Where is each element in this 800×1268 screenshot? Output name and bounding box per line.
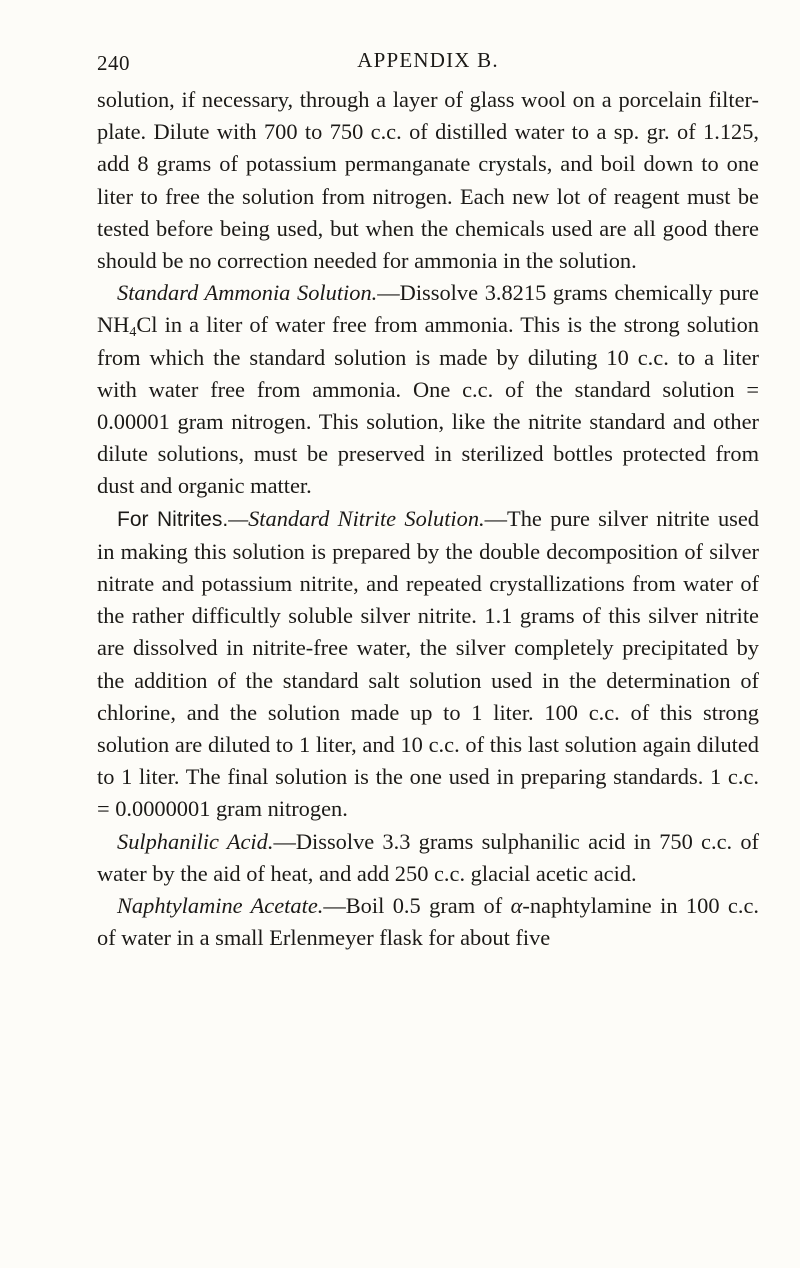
heading-sulphanilic-acid: Sulphanilic Acid. — [117, 828, 274, 854]
paragraph-nitrites — [97, 503, 759, 826]
heading-standard-ammonia: Standard Ammonia Solution. — [117, 280, 378, 306]
heading-naphtylamine-acetate: Naphtylamine Acetate. — [117, 893, 324, 919]
book-page — [97, 44, 759, 954]
heading-standard-nitrite: —Standard Nitrite Solution. — [228, 505, 485, 531]
text-span: —Boil 0.5 gram of — [323, 893, 511, 919]
paragraph-naphtylamine-acetate — [97, 890, 759, 954]
alpha-symbol: α — [510, 893, 523, 919]
text-span: —Dissolve 3.8215 grams chemically pure NH — [97, 280, 759, 338]
page-number: 240 — [97, 51, 130, 75]
text-span: -naphtylamine in 100 c.c. of water in a small Erlenmeyer flask for about five — [97, 893, 759, 951]
page-header — [97, 44, 759, 84]
paragraph-sulphanilic-acid — [97, 826, 759, 890]
text-span: —The pure silver nitrite used in making this solution is prepared by the double decomposition of silver nitrate and potassium nitrite, and repeated crystallizations from water of the rather difficultly soluble silver nitrite. 1.1 grams of this silver nitrite are dissolved in nitrite-free water, the silver completely precipitated by the addition of the standard salt solution used in the determination of chlorine, and the solution made up to 1 liter. 100 c.c. of this strong solution are diluted to 1 liter, and 10 c.c. of this last solution again diluted to 1 liter. The final solution is the one used in preparing standards. 1 c.c. = 0.0000001 gram nitrogen. — [97, 505, 759, 822]
text-span: Cl in a liter of water free from ammonia. This is the strong solution from which the standard solution is made by diluting 10 c.c. to a liter with water free from ammonia. One c.c. of the standard solution = 0.00001 gram nitrogen. This solution, like the nitrite standard and other dilute solutions, must be preserved in sterilized bottles protected from dust and organic matter. — [97, 312, 759, 499]
paragraph-standard-ammonia — [97, 277, 759, 502]
running-head: APPENDIX B. — [357, 48, 499, 72]
subscript: 4 — [129, 325, 137, 341]
heading-for-nitrites: For Nitrites. — [117, 507, 229, 531]
paragraph-potassium-permanganate: solution, if necessary, through a layer of glass wool on a porcelain filter-plate. Dilute with 700 to 750 c.c. of distilled water to a sp. gr. of 1.125, add 8 grams of potassium permanganate crystals, and boil down to one liter to free the solution from nitrogen. Each new lot of reagent must be tested before being used, but when the chemicals used are all good there should be no correction needed for ammonia in the solution. — [97, 87, 759, 274]
text-span: —Dissolve 3.3 grams sulphanilic acid in 750 c.c. of water by the aid of heat, and add 250 c.c. glacial acetic acid. — [97, 828, 759, 886]
body-text — [97, 84, 759, 954]
